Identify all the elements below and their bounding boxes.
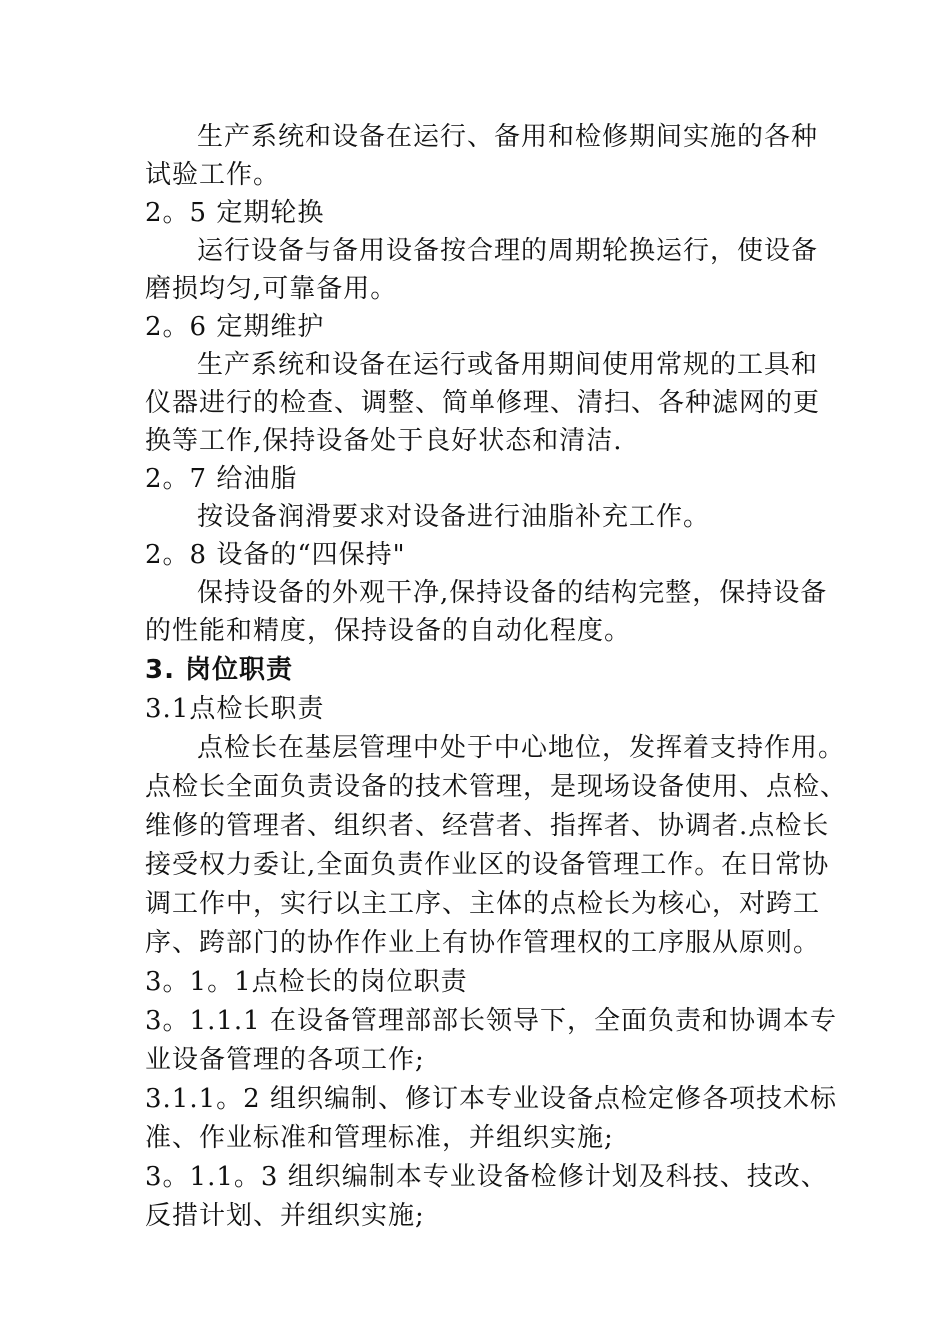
paragraph-line: 试验工作。 — [145, 160, 281, 190]
section-heading: 3。1。1点检长的岗位职责 — [145, 967, 468, 997]
chapter-heading: 3. 岗位职责 — [145, 655, 294, 685]
paragraph-line: 点检长在基层管理中处于中心地位，发挥着支持作用。 — [197, 733, 846, 763]
section-heading: 2。5 定期轮换 — [145, 198, 325, 228]
paragraph-line: 按设备润滑要求对设备进行油脂补充工作。 — [197, 502, 711, 532]
paragraph-line: 运行设备与备用设备按合理的周期轮换运行，使设备 — [197, 236, 819, 266]
paragraph-line: 维修的管理者、组织者、经营者、指挥者、协调者.点检长 — [145, 811, 830, 841]
paragraph-line: 生产系统和设备在运行、备用和检修期间实施的各种 — [197, 122, 819, 152]
paragraph-line: 点检长全面负责设备的技术管理，是现场设备使用、点检、 — [145, 772, 848, 802]
paragraph-line: 的性能和精度，保持设备的自动化程度。 — [145, 616, 632, 646]
list-item-continuation: 反措计划、并组织实施; — [145, 1201, 425, 1231]
paragraph-line: 保持设备的外观干净,保持设备的结构完整，保持设备 — [197, 578, 828, 608]
section-heading: 3.1点检长职责 — [145, 694, 325, 724]
list-item: 3。1.1。3 组织编制本专业设备检修计划及科技、技改、 — [145, 1162, 828, 1192]
list-item-continuation: 业设备管理的各项工作; — [145, 1045, 425, 1075]
paragraph-line: 生产系统和设备在运行或备用期间使用常规的工具和 — [197, 350, 819, 380]
list-item: 3。1.1.1 在设备管理部部长领导下，全面负责和协调本专 — [145, 1006, 837, 1036]
section-heading: 2。7 给油脂 — [145, 464, 298, 494]
list-item: 3.1.1。2 组织编制、修订本专业设备点检定修各项技术标 — [145, 1084, 837, 1114]
paragraph-line: 序、跨部门的协作作业上有协作管理权的工序服从原则。 — [145, 928, 821, 958]
section-heading: 2。6 定期维护 — [145, 312, 325, 342]
list-item-continuation: 准、作业标准和管理标准，并组织实施; — [145, 1123, 614, 1153]
paragraph-line: 换等工作,保持设备处于良好状态和清洁. — [145, 426, 623, 456]
section-heading: 2。8 设备的“四保持" — [145, 540, 406, 570]
paragraph-line: 调工作中，实行以主工序、主体的点检长为核心，对跨工 — [145, 889, 821, 919]
paragraph-line: 仪器进行的检查、调整、简单修理、清扫、各种滤网的更 — [145, 388, 821, 418]
paragraph-line: 接受权力委让,全面负责作业区的设备管理工作。在日常协 — [145, 850, 830, 880]
paragraph-line: 磨损均匀,可靠备用。 — [145, 274, 398, 304]
